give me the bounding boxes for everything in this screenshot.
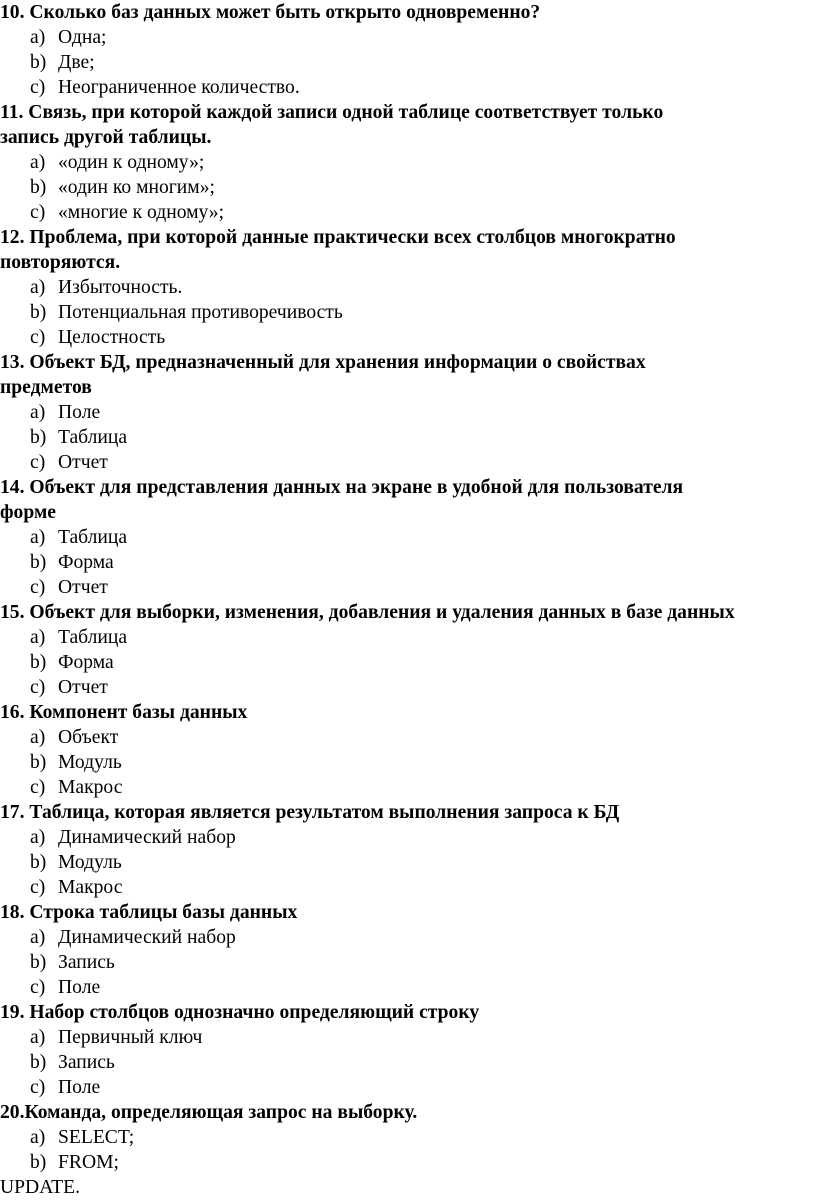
option-marker: a) [30, 627, 46, 648]
answer-option [30, 625, 816, 650]
option-text: Две; [58, 52, 95, 73]
option-marker: a) [30, 927, 46, 948]
option-text: Неограниченное количество. [58, 77, 300, 98]
option-marker: b) [30, 177, 47, 198]
option-text: Потенциальная противоречивость [58, 302, 343, 323]
option-marker: b) [30, 652, 47, 673]
option-text: Поле [58, 977, 101, 998]
answer-option [30, 925, 816, 950]
option-text: Форма [58, 552, 114, 573]
option-text: Первичный ключ [58, 1027, 203, 1048]
answer-option [30, 200, 816, 225]
option-text: SELECT; [58, 1127, 135, 1148]
option-marker: a) [30, 1127, 46, 1148]
option-marker: c) [30, 1077, 46, 1098]
answer-option [30, 650, 816, 675]
option-text: Модуль [58, 852, 122, 873]
option-text: Макрос [58, 777, 123, 798]
question-text: 13. Объект БД, предназначенный для хранения информации о свойствах [0, 352, 646, 373]
option-text: Отчет [58, 677, 108, 698]
answer-option [30, 150, 816, 175]
option-marker: a) [30, 152, 46, 173]
option-marker: b) [30, 752, 47, 773]
option-marker: c) [30, 577, 46, 598]
option-text: Избыточность. [58, 277, 183, 298]
option-text: FROM; [58, 1152, 119, 1173]
question-text: 18. Строка таблицы базы данных [0, 902, 298, 923]
option-marker: b) [30, 52, 47, 73]
option-marker: b) [30, 952, 47, 973]
option-text: Объект [58, 727, 119, 748]
option-text: Динамический набор [58, 927, 236, 948]
option-text: Одна; [58, 27, 107, 48]
answer-option [30, 1075, 816, 1100]
option-text: «многие к одному»; [58, 202, 225, 223]
option-marker: b) [30, 1152, 47, 1173]
option-text: Модуль [58, 752, 122, 773]
option-marker: c) [30, 777, 46, 798]
answer-option [30, 50, 816, 75]
question-text: запись другой таблицы. [0, 127, 212, 148]
option-marker: c) [30, 327, 46, 348]
answer-option [30, 1150, 816, 1175]
question-text: форме [0, 502, 56, 523]
option-marker: c) [30, 77, 46, 98]
option-marker: c) [30, 452, 46, 473]
question-text: 17. Таблица, которая является результатом выполнения запроса к БД [0, 802, 620, 823]
answer-option [30, 325, 816, 350]
answer-option [30, 275, 816, 300]
option-marker: a) [30, 402, 46, 423]
option-text: Форма [58, 652, 114, 673]
answer-option [30, 300, 816, 325]
answer-option [30, 975, 816, 1000]
option-text: Таблица [58, 427, 128, 448]
answer-option [30, 1125, 816, 1150]
answer-option [30, 850, 816, 875]
option-marker: a) [30, 527, 46, 548]
question-text: 14. Объект для представления данных на экране в удобной для пользователя [0, 477, 684, 498]
option-text: Макрос [58, 877, 123, 898]
answer-option [30, 1050, 816, 1075]
answer-option [30, 1025, 816, 1050]
option-marker: c) [30, 877, 46, 898]
option-marker: b) [30, 427, 47, 448]
option-text: «один ко многим»; [58, 177, 215, 198]
answer-option [30, 675, 816, 700]
option-marker: a) [30, 277, 46, 298]
answer-option [30, 425, 816, 450]
option-marker: a) [30, 1027, 46, 1048]
option-text: Отчет [58, 577, 108, 598]
question-text: повторяются. [0, 252, 121, 273]
answer-option [30, 875, 816, 900]
option-text: Таблица [58, 527, 128, 548]
answer-option [30, 750, 816, 775]
answer-option [30, 575, 816, 600]
option-text: Целостность [58, 327, 166, 348]
option-marker: b) [30, 852, 47, 873]
question-text: 16. Компонент базы данных [0, 702, 248, 723]
option-marker: b) [30, 1052, 47, 1073]
answer-option [30, 175, 816, 200]
trailing-text: UPDATE. [0, 1177, 81, 1198]
question-text: 20.Команда, определяющая запрос на выборку. [0, 1102, 418, 1123]
answer-option [30, 75, 816, 100]
option-marker: a) [30, 27, 46, 48]
option-text: Поле [58, 402, 101, 423]
question-text: 12. Проблема, при которой данные практически всех столбцов многократно [0, 227, 676, 248]
question-text: 11. Связь, при которой каждой записи одной таблице соответствует только [0, 102, 664, 123]
answer-option [30, 775, 816, 800]
option-text: Запись [58, 1052, 115, 1073]
option-text: Таблица [58, 627, 128, 648]
option-marker: c) [30, 677, 46, 698]
question-text: 10. Сколько баз данных может быть открыто одновременно? [0, 2, 541, 23]
answer-option [30, 550, 816, 575]
option-marker: b) [30, 302, 47, 323]
question-text: 19. Набор столбцов однозначно определяющий строку [0, 1002, 480, 1023]
answer-option [30, 525, 816, 550]
answer-option [30, 25, 816, 50]
option-text: Поле [58, 1077, 101, 1098]
option-text: Отчет [58, 452, 108, 473]
option-marker: c) [30, 977, 46, 998]
option-marker: a) [30, 827, 46, 848]
question-text: предметов [0, 377, 92, 398]
answer-option [30, 725, 816, 750]
answer-option [30, 400, 816, 425]
option-marker: b) [30, 552, 47, 573]
option-marker: c) [30, 202, 46, 223]
option-text: Запись [58, 952, 115, 973]
answer-option [30, 450, 816, 475]
option-text: «один к одному»; [58, 152, 205, 173]
question-text: 15. Объект для выборки, изменения, добавления и удаления данных в базе данных [0, 602, 735, 623]
answer-option [30, 825, 816, 850]
option-marker: a) [30, 727, 46, 748]
option-text: Динамический набор [58, 827, 236, 848]
answer-option [30, 950, 816, 975]
